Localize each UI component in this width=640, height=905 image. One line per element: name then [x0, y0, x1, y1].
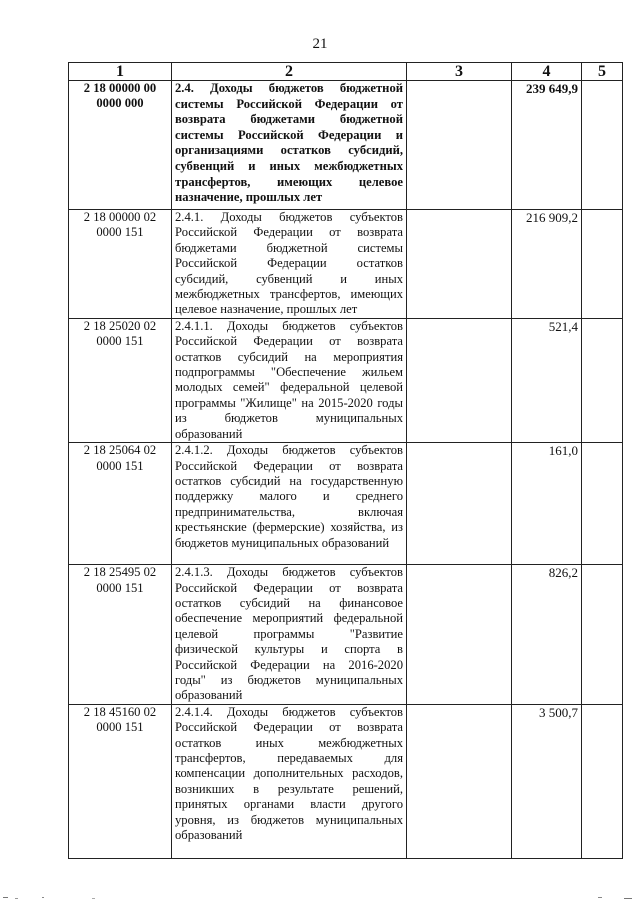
table-row — [69, 318, 623, 442]
row-col3 — [407, 565, 512, 705]
row-code: 2 18 00000 00 0000 000 — [69, 81, 172, 210]
row-amount: 239 649,9 — [512, 81, 582, 210]
column-header-5: 5 — [582, 63, 623, 81]
row-amount: 826,2 — [512, 565, 582, 705]
row-col5 — [582, 443, 623, 565]
column-header-3: 3 — [407, 63, 512, 81]
row-code: 2 18 25020 02 0000 151 — [69, 318, 172, 442]
table-row — [69, 81, 623, 210]
row-name: 2.4. Доходы бюджетов бюджетной системы Российской Федерации от возврата бюджетами бюджетной системы Российской Федерации и организациями остатков субсидий, субвенций и иных межбюджетных трансфертов, имеющих целевое назначение, прошлых лет — [172, 81, 407, 210]
revenue-table — [68, 62, 623, 859]
row-col3 — [407, 704, 512, 858]
row-code: 2 18 25064 02 0000 151 — [69, 443, 172, 565]
row-code: 2 18 00000 02 0000 151 — [69, 210, 172, 319]
table-header-row — [69, 63, 623, 81]
row-name: 2.4.1.1. Доходы бюджетов субъектов Российской Федерации от возврата остатков субсидий на мероприятия подпрограммы "Обеспечение жильем молодых семей" федеральной целевой программы "Жилище" на 2015-2020 годы из бюджетов муниципальных образований — [172, 318, 407, 442]
row-amount: 216 909,2 — [512, 210, 582, 319]
table-row — [69, 210, 623, 319]
row-col5 — [582, 318, 623, 442]
row-code: 2 18 45160 02 0000 151 — [69, 704, 172, 858]
row-code: 2 18 25495 02 0000 151 — [69, 565, 172, 705]
column-header-2: 2 — [172, 63, 407, 81]
row-amount: 3 500,7 — [512, 704, 582, 858]
row-amount: 521,4 — [512, 318, 582, 442]
row-name: 2.4.1. Доходы бюджетов субъектов Российской Федерации от возврата бюджетами бюджетной системы Российской Федерации остатков субсидий, субвенций и иных межбюджетных трансфертов, имеющих целевое назначение, прошлых лет — [172, 210, 407, 319]
page-number: 21 — [312, 36, 328, 52]
row-col3 — [407, 81, 512, 210]
row-col3 — [407, 318, 512, 442]
table-row — [69, 704, 623, 858]
row-amount: 161,0 — [512, 443, 582, 565]
column-header-4: 4 — [512, 63, 582, 81]
table-row — [69, 565, 623, 705]
table-row — [69, 443, 623, 565]
row-col5 — [582, 565, 623, 705]
row-col3 — [407, 210, 512, 319]
row-name: 2.4.1.2. Доходы бюджетов субъектов Российской Федерации от возврата остатков субсидий на государственную поддержку малого и среднего предпринимательства, включая крестьянские (фермерские) хозяйства, из бюджетов муниципальных образований — [172, 443, 407, 565]
row-col5 — [582, 210, 623, 319]
scan-specks — [0, 895, 640, 901]
row-col5 — [582, 81, 623, 210]
column-header-1: 1 — [69, 63, 172, 81]
row-col3 — [407, 443, 512, 565]
row-name: 2.4.1.4. Доходы бюджетов субъектов Российской Федерации от возврата остатков иных межбюджетных трансфертов, передаваемых для компенсации дополнительных расходов, возникших в результате решений, принятых органами власти другого уровня, из бюджетов муниципальных образований — [172, 704, 407, 858]
row-col5 — [582, 704, 623, 858]
row-name: 2.4.1.3. Доходы бюджетов субъектов Российской Федерации от возврата остатков субсидий на финансовое обеспечение мероприятий федеральной целевой программы "Развитие физической культуры и спорта в Российской Федерации на 2016-2020 годы" из бюджетов муниципальных образований — [172, 565, 407, 705]
